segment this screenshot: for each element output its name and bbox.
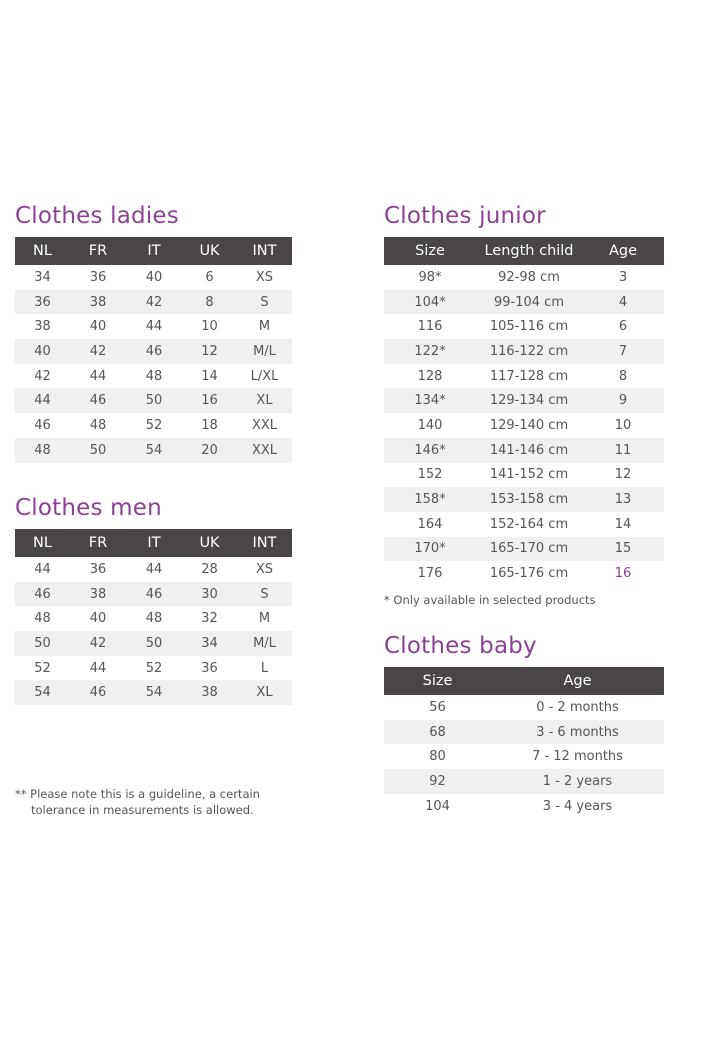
ladies-column-header: FR — [70, 237, 126, 265]
table-cell: 0 - 2 months — [536, 699, 619, 715]
table-cell: 54 — [15, 680, 70, 705]
table-row — [384, 364, 664, 389]
table-row — [15, 388, 292, 413]
table-cell: 128 — [417, 368, 443, 384]
baby-column-header: Size — [384, 667, 491, 695]
table-cell: 52 — [145, 660, 163, 676]
table-cell: 52 — [34, 660, 51, 676]
table-row — [15, 582, 292, 607]
table-cell: XL — [237, 388, 292, 413]
table-cell: 15 — [582, 537, 664, 562]
table-cell: 36 — [89, 269, 107, 285]
table-cell: 140 — [417, 417, 443, 433]
table-cell: 116-122 cm — [476, 339, 582, 364]
table-cell: XS — [255, 269, 274, 285]
table-cell: 165-170 cm — [476, 537, 582, 562]
table-row — [15, 290, 292, 315]
table-cell: 176 — [417, 566, 443, 582]
table-row — [384, 744, 664, 769]
baby-title: Clothes baby — [384, 633, 537, 659]
table-cell: 146* — [384, 438, 476, 463]
guideline-note-line-2: tolerance in measurements is allowed. — [31, 803, 254, 817]
table-cell: M/L — [237, 339, 292, 364]
ladies-section — [15, 201, 292, 463]
table-row — [384, 794, 664, 819]
table-cell: 10 — [201, 319, 218, 335]
table-row — [384, 413, 664, 438]
ladies-title: Clothes ladies — [15, 203, 179, 229]
table-cell: 8 — [182, 290, 237, 315]
table-cell: 129-140 cm — [489, 417, 569, 433]
table-cell: 36 — [15, 290, 70, 315]
table-cell: 3 - 4 years — [542, 798, 613, 814]
table-row — [384, 561, 664, 586]
table-cell: XL — [237, 680, 292, 705]
junior-section — [384, 201, 664, 607]
table-row — [15, 265, 292, 290]
table-cell: 40 — [89, 611, 107, 627]
table-cell: 42 — [70, 631, 126, 656]
baby-column-header: Age — [491, 667, 664, 695]
table-cell: 54 — [126, 680, 182, 705]
table-cell: 68 — [384, 720, 491, 745]
table-cell: 16 — [182, 388, 237, 413]
junior-column-header: Size — [384, 237, 476, 265]
table-cell: 44 — [15, 388, 70, 413]
ladies-column-header: NL — [15, 237, 70, 265]
table-cell: 42 — [126, 290, 182, 315]
table-cell: 165-176 cm — [489, 566, 569, 582]
table-cell: 9 — [582, 388, 664, 413]
table-cell: 40 — [89, 319, 107, 335]
table-cell: 141-152 cm — [489, 467, 569, 483]
table-cell: 40 — [145, 269, 163, 285]
table-cell: 56 — [429, 699, 446, 715]
table-cell: 104 — [425, 798, 450, 814]
table-cell: 16 — [614, 566, 632, 582]
table-cell: L — [260, 660, 269, 676]
men-header-row — [15, 529, 292, 557]
table-cell: 1 - 2 years — [491, 769, 664, 794]
table-cell: 44 — [145, 319, 163, 335]
table-row — [384, 512, 664, 537]
table-cell: 38 — [34, 319, 51, 335]
table-cell: 10 — [614, 417, 632, 433]
junior-column-header: Length child — [476, 237, 582, 265]
men-section — [15, 493, 292, 705]
men-column-header: NL — [15, 529, 70, 557]
table-row — [384, 265, 664, 290]
table-cell: 105-116 cm — [489, 319, 569, 335]
table-cell: 30 — [182, 582, 237, 607]
table-cell: 38 — [70, 290, 126, 315]
table-cell: 152-164 cm — [489, 516, 569, 532]
junior-header-row — [384, 237, 664, 265]
guideline-note-line-1: ** Please note this is a guideline, a certain — [15, 787, 260, 801]
table-cell: L/XL — [250, 368, 279, 384]
table-cell: S — [237, 582, 292, 607]
ladies-column-header: UK — [182, 237, 237, 265]
table-row — [384, 463, 664, 488]
table-row — [384, 290, 664, 315]
table-row — [15, 606, 292, 631]
table-cell: 158* — [384, 487, 476, 512]
table-cell: 13 — [582, 487, 664, 512]
table-row — [384, 537, 664, 562]
table-cell: 40 — [15, 339, 70, 364]
men-title: Clothes men — [15, 495, 162, 521]
table-cell: 14 — [201, 368, 218, 384]
table-cell: 12 — [614, 467, 632, 483]
table-cell: 141-146 cm — [476, 438, 582, 463]
table-row — [15, 314, 292, 339]
ladies-column-header: IT — [126, 237, 182, 265]
table-cell: 32 — [201, 611, 218, 627]
table-cell: M/L — [237, 631, 292, 656]
table-cell: 6 — [618, 319, 628, 335]
table-cell: 122* — [384, 339, 476, 364]
ladies-size-table — [15, 237, 292, 463]
table-cell: 92-98 cm — [498, 269, 560, 285]
table-cell: XS — [255, 561, 274, 577]
table-row — [384, 769, 664, 794]
table-cell: 48 — [145, 611, 163, 627]
table-cell: 20 — [182, 438, 237, 463]
table-cell: M — [258, 319, 271, 335]
table-cell: 50 — [70, 438, 126, 463]
table-cell: 46 — [34, 417, 51, 433]
table-cell: 48 — [15, 438, 70, 463]
junior-size-table — [384, 237, 664, 586]
table-cell: 48 — [34, 611, 51, 627]
table-cell: 92 — [384, 769, 491, 794]
table-cell: 50 — [15, 631, 70, 656]
table-cell: 3 — [618, 269, 628, 285]
table-cell: 14 — [614, 516, 632, 532]
table-cell: 153-158 cm — [476, 487, 582, 512]
table-cell: 170* — [384, 537, 476, 562]
table-cell: 3 - 6 months — [491, 720, 664, 745]
table-cell: 116 — [417, 319, 443, 335]
table-cell: 46 — [70, 680, 126, 705]
table-cell: 98* — [418, 269, 442, 285]
ladies-header-row — [15, 237, 292, 265]
table-cell: 7 - 12 months — [532, 749, 623, 765]
men-size-table — [15, 529, 292, 705]
table-row — [15, 364, 292, 389]
table-cell: 54 — [126, 438, 182, 463]
table-cell: 46 — [70, 388, 126, 413]
table-cell: 48 — [145, 368, 163, 384]
table-cell: 104* — [384, 290, 476, 315]
table-row — [384, 695, 664, 720]
table-cell: 6 — [205, 269, 214, 285]
table-cell: 42 — [34, 368, 51, 384]
table-cell: 8 — [618, 368, 628, 384]
table-cell: 44 — [145, 561, 163, 577]
table-cell: 7 — [582, 339, 664, 364]
table-row — [15, 631, 292, 656]
junior-column-header: Age — [582, 237, 664, 265]
table-cell: 36 — [201, 660, 218, 676]
table-cell: 44 — [34, 561, 51, 577]
table-cell: 36 — [89, 561, 107, 577]
table-cell: 50 — [126, 631, 182, 656]
table-row — [15, 438, 292, 463]
baby-section — [384, 631, 664, 818]
table-row — [15, 656, 292, 681]
table-cell: 164 — [417, 516, 443, 532]
table-cell: 50 — [126, 388, 182, 413]
baby-size-table — [384, 667, 664, 818]
men-column-header: FR — [70, 529, 126, 557]
table-cell: 42 — [70, 339, 126, 364]
table-row — [384, 438, 664, 463]
table-cell: XXL — [251, 417, 278, 433]
table-row — [384, 314, 664, 339]
table-cell: 46 — [126, 582, 182, 607]
table-row — [15, 557, 292, 582]
table-cell: 152 — [417, 467, 443, 483]
table-row — [384, 487, 664, 512]
table-cell: 129-134 cm — [476, 388, 582, 413]
table-cell: 52 — [145, 417, 163, 433]
table-row — [15, 339, 292, 364]
table-cell: 38 — [70, 582, 126, 607]
table-cell: 134* — [384, 388, 476, 413]
guideline-note — [15, 786, 260, 818]
table-cell: 4 — [582, 290, 664, 315]
junior-footnote: * Only available in selected products — [384, 592, 596, 607]
men-column-header: IT — [126, 529, 182, 557]
table-cell: M — [258, 611, 271, 627]
table-row — [384, 388, 664, 413]
table-cell: XXL — [237, 438, 292, 463]
table-cell: 34 — [182, 631, 237, 656]
table-row — [384, 339, 664, 364]
table-row — [15, 413, 292, 438]
table-cell: 48 — [89, 417, 107, 433]
table-row — [15, 680, 292, 705]
table-cell: 46 — [126, 339, 182, 364]
table-cell: 18 — [201, 417, 218, 433]
table-cell: 11 — [582, 438, 664, 463]
table-cell: 34 — [34, 269, 51, 285]
table-cell: 117-128 cm — [489, 368, 569, 384]
men-column-header: UK — [182, 529, 237, 557]
table-cell: 99-104 cm — [476, 290, 582, 315]
men-column-header: INT — [237, 529, 292, 557]
junior-title: Clothes junior — [384, 203, 546, 229]
table-cell: 80 — [429, 749, 446, 765]
table-cell: 38 — [182, 680, 237, 705]
table-cell: 44 — [89, 368, 107, 384]
baby-header-row — [384, 667, 664, 695]
table-cell: S — [237, 290, 292, 315]
table-cell: 28 — [201, 561, 218, 577]
table-cell: 46 — [15, 582, 70, 607]
table-cell: 12 — [182, 339, 237, 364]
ladies-column-header: INT — [237, 237, 292, 265]
table-cell: 44 — [89, 660, 107, 676]
table-row — [384, 720, 664, 745]
